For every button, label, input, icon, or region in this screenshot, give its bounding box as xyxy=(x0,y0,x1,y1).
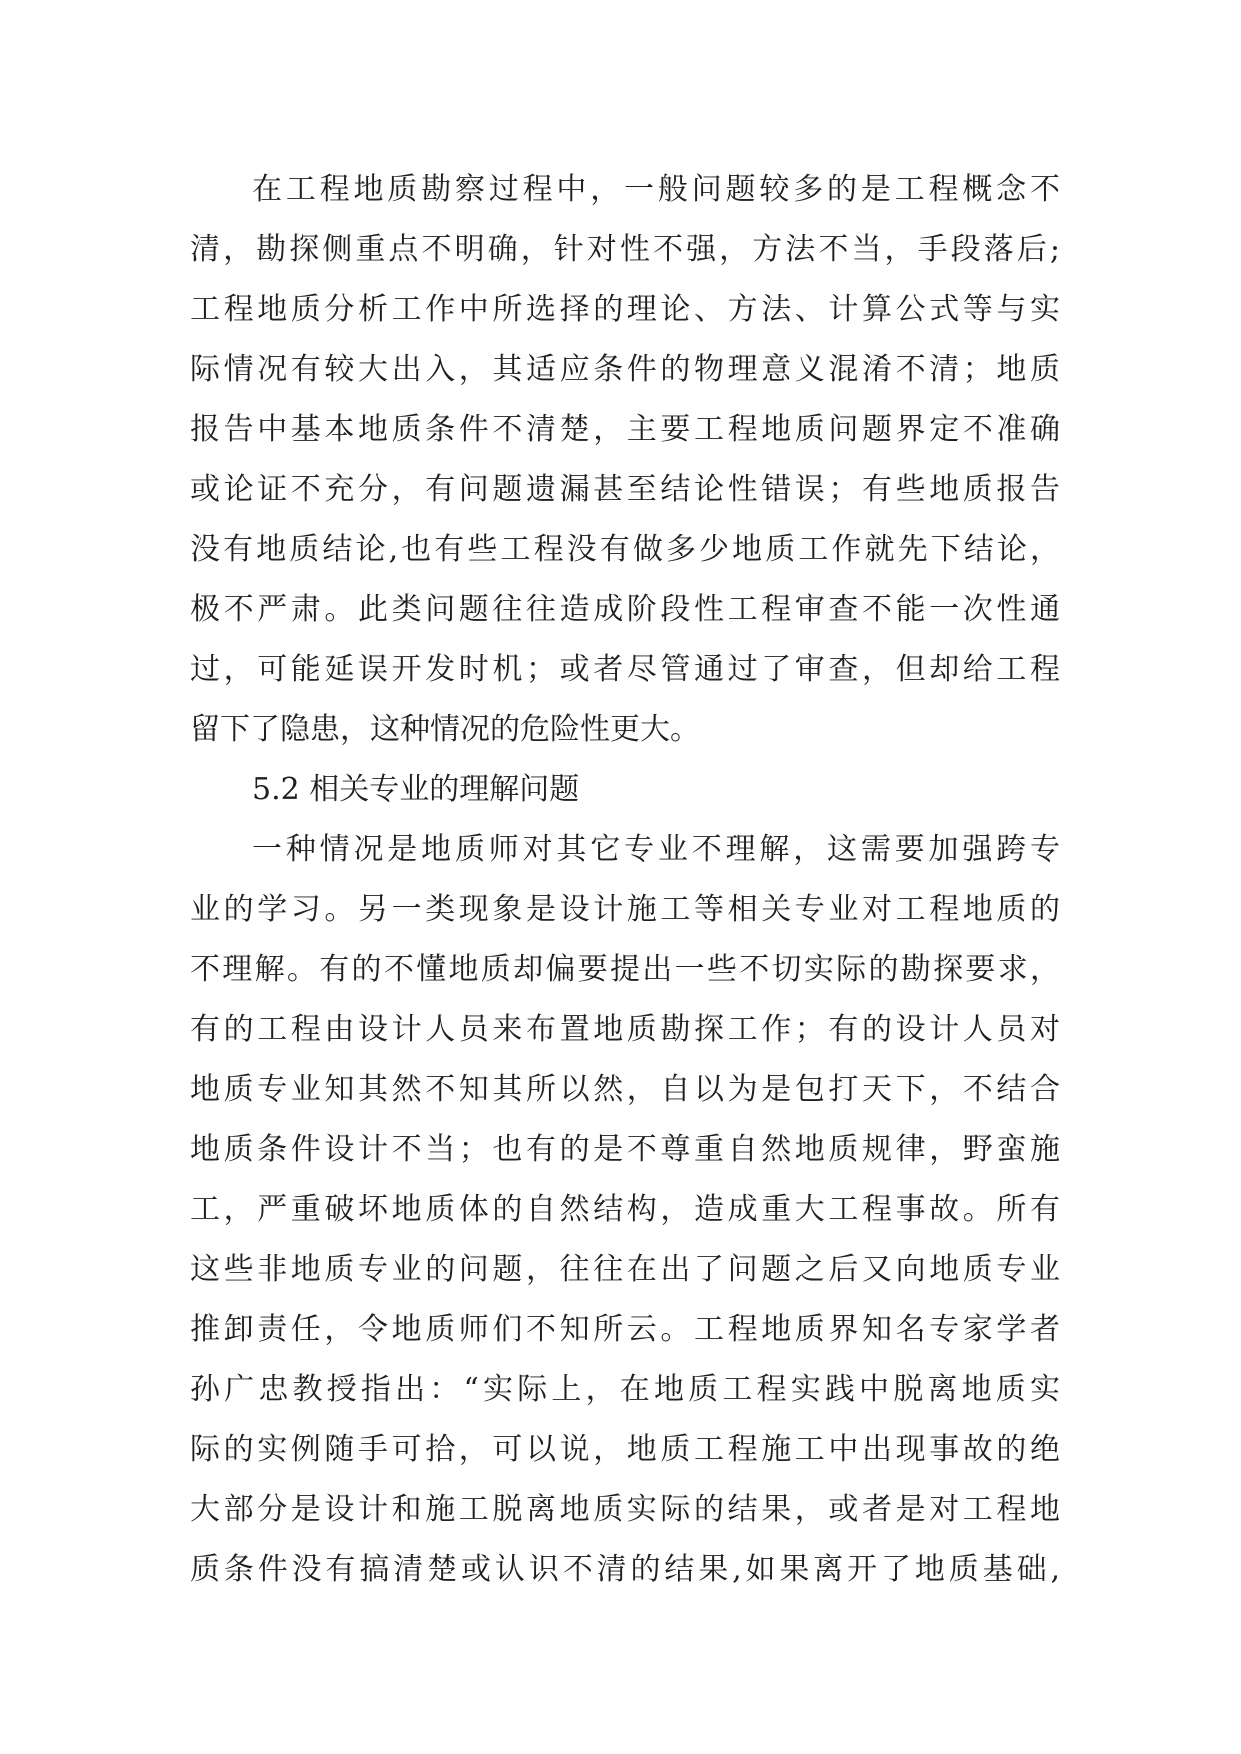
text-line: 过，可能延误开发时机；或者尽管通过了审查，但却给工程 xyxy=(190,652,1060,687)
text-line: 大部分是设计和施工脱离地质实际的结果，或者是对工程地 xyxy=(190,1492,1060,1527)
text-line: 质条件没有搞清楚或认识不清的结果,如果离开了地质基础, xyxy=(190,1552,1060,1587)
text-line: 没有地质结论,也有些工程没有做多少地质工作就先下结论， xyxy=(190,532,1060,567)
text-line: 推卸责任，令地质师们不知所云。工程地质界知名专家学者 xyxy=(190,1312,1060,1347)
text-line: 极不严肃。此类问题往往造成阶段性工程审查不能一次性通 xyxy=(190,592,1060,627)
section-heading: 5.2 相关专业的理解问题 xyxy=(252,772,580,807)
text-line: 清，勘探侧重点不明确，针对性不强，方法不当，手段落后; xyxy=(190,232,1060,267)
text-line: 报告中基本地质条件不清楚，主要工程地质问题界定不准确 xyxy=(190,412,1060,447)
text-line: 这些非地质专业的问题，往往在出了问题之后又向地质专业 xyxy=(190,1252,1060,1287)
text-line: 有的工程由设计人员来布置地质勘探工作；有的设计人员对 xyxy=(190,1012,1060,1047)
text-line: 在工程地质勘察过程中，一般问题较多的是工程概念不 xyxy=(252,172,1060,207)
text-line: 际情况有较大出入，其适应条件的物理意义混淆不清；地质 xyxy=(190,352,1060,387)
text-line: 孙广忠教授指出：“实际上，在地质工程实践中脱离地质实 xyxy=(190,1372,1060,1407)
text-line: 地质专业知其然不知其所以然，自以为是包打天下，不结合 xyxy=(190,1072,1060,1107)
text-line: 工，严重破坏地质体的自然结构，造成重大工程事故。所有 xyxy=(190,1192,1060,1227)
text-line: 工程地质分析工作中所选择的理论、方法、计算公式等与实 xyxy=(190,292,1060,327)
text-line: 一种情况是地质师对其它专业不理解，这需要加强跨专 xyxy=(252,832,1060,867)
text-line: 地质条件设计不当；也有的是不尊重自然地质规律，野蛮施 xyxy=(190,1132,1060,1167)
text-line: 留下了隐患，这种情况的危险性更大。 xyxy=(190,712,700,747)
text-line: 业的学习。另一类现象是设计施工等相关专业对工程地质的 xyxy=(190,892,1060,927)
text-line: 不理解。有的不懂地质却偏要提出一些不切实际的勘探要求， xyxy=(190,952,1060,987)
text-line: 或论证不充分，有问题遗漏甚至结论性错误；有些地质报告 xyxy=(190,472,1060,507)
body-text xyxy=(190,160,1060,1600)
text-line: 际的实例随手可拾，可以说，地质工程施工中出现事故的绝 xyxy=(190,1432,1060,1467)
